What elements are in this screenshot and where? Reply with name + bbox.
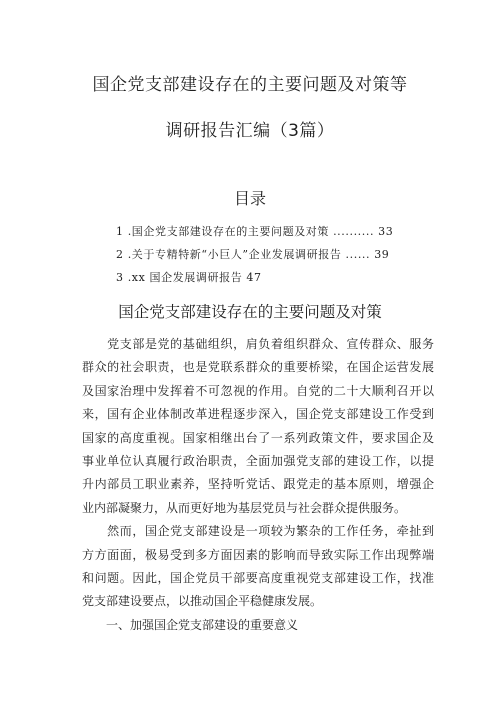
paragraph-line: 升内部员工职业素养，坚持听党话、跟党走的基本原则，增强企 (82, 477, 434, 492)
section-body (82, 333, 434, 637)
subsection-heading: 一、加强国企党支部建设的重要意义 (82, 617, 299, 632)
toc-heading: 目录 (233, 189, 266, 208)
paragraph-line: 党支部建设要点，以推动国企平稳健康发展。 (82, 594, 323, 609)
paragraph-line: 然而，国企党支部建设是一项较为繁杂的工作任务，牵扯到 (82, 524, 434, 539)
toc-item-1[interactable]: 1 .国企党支部建设存在的主要问题及对策 .......... 33 (116, 225, 394, 238)
paragraph-line: 国家的高度重视。国家相继出台了一系列政策文件，要求国企及 (82, 430, 434, 445)
document-title-line-1: 国企党支部建设存在的主要问题及对策等 (92, 75, 408, 95)
paragraph-line: 事业单位认真履行政治职责，全面加强党支部的建设工作，以提 (82, 453, 434, 468)
paragraph-line: 群众的社会职责，也是党联系群众的重要桥梁，在国企运营发展 (82, 360, 434, 375)
section-heading: 国企党支部建设存在的主要问题及对策 (118, 303, 382, 321)
paragraph-line: 来，国有企业体制改革进程逐步深入，国企党支部建设工作受到 (82, 407, 434, 422)
paragraph-1 (82, 333, 434, 520)
paragraph-2 (82, 520, 434, 614)
toc-item-2[interactable]: 2 .关于专精特新“小巨人”企业发展调研报告 ...... 39 (116, 248, 390, 261)
paragraph-line: 方方面面，极易受到多方面因素的影响而导致实际工作出现弊端 (82, 547, 434, 562)
document-title-line-2: 调研报告汇编（3篇） (165, 121, 335, 141)
toc-item-3[interactable]: 3 .xx 国企发展调研报告 47 (116, 271, 262, 284)
paragraph-line: 业内部凝聚力，从而更好地为基层党员与社会群众提供服务。 (82, 500, 407, 515)
paragraph-line: 及国家治理中发挥着不可忽视的作用。自党的二十大顺利召开以 (82, 383, 434, 398)
paragraph-line: 和问题。因此，国企党员干部要高度重视党支部建设工作，找准 (82, 570, 434, 585)
paragraph-line: 党支部是党的基础组织，肩负着组织群众、宣传群众、服务 (82, 337, 434, 351)
table-of-contents (116, 220, 426, 289)
